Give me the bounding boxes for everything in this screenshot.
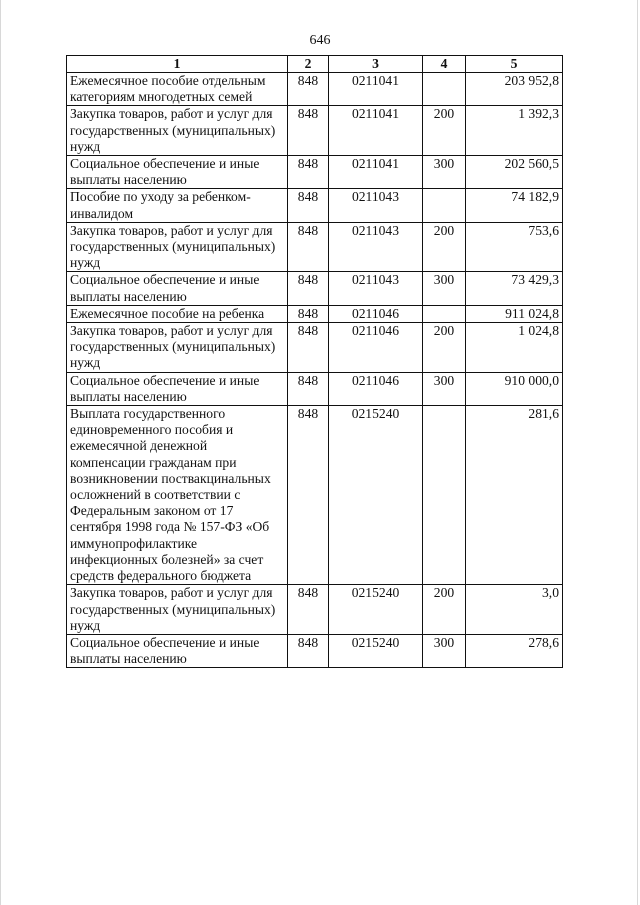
row-vr-cell [423, 189, 466, 222]
row-csr-cell: 0211041 [329, 156, 423, 189]
page-number: 646 [309, 33, 331, 48]
row-name-cell: Социальное обеспечение и иные выплаты населению [67, 156, 288, 189]
table-row [67, 585, 563, 635]
row-ved-cell: 848 [288, 156, 329, 189]
row-csr-cell: 0215240 [329, 585, 423, 635]
row-sum-cell: 1 024,8 [466, 323, 563, 373]
row-sum-cell: 202 560,5 [466, 156, 563, 189]
row-ved-cell: 848 [288, 73, 329, 106]
row-csr-cell: 0211043 [329, 272, 423, 305]
row-sum-cell: 203 952,8 [466, 73, 563, 106]
row-name-cell: Ежемесячное пособие отдельным категориям многодетных семей [67, 73, 288, 106]
row-ved-cell: 848 [288, 106, 329, 156]
table-row [67, 106, 563, 156]
table-row [67, 372, 563, 405]
header-col-4: 4 [423, 56, 466, 73]
table-body [67, 73, 563, 668]
row-name-cell: Закупка товаров, работ и услуг для государственных (муниципальных) нужд [67, 585, 288, 635]
row-ved-cell: 848 [288, 372, 329, 405]
row-ved-cell: 848 [288, 406, 329, 585]
row-csr-cell: 0211043 [329, 222, 423, 272]
row-vr-cell: 300 [423, 156, 466, 189]
table-row [67, 323, 563, 373]
row-name-cell: Выплата государственного единовременного пособия и ежемесячной денежной компенсации гражданам при возникновении поствакцинальных осложнений в соответствии с Федеральным законом от 17 сентября 1998 года № 157-ФЗ «Об иммунопрофилактике инфекционных болезней» за счет средств федерального бюджета [67, 406, 288, 585]
row-name-cell: Социальное обеспечение и иные выплаты населению [67, 634, 288, 667]
row-sum-cell: 3,0 [466, 585, 563, 635]
scan-edge-left [0, 0, 1, 905]
row-ved-cell: 848 [288, 634, 329, 667]
row-vr-cell: 300 [423, 634, 466, 667]
row-sum-cell: 910 000,0 [466, 372, 563, 405]
header-col-5: 5 [466, 56, 563, 73]
row-name-cell: Социальное обеспечение и иные выплаты населению [67, 272, 288, 305]
table-row [67, 634, 563, 667]
row-sum-cell: 74 182,9 [466, 189, 563, 222]
budget-table [66, 55, 563, 668]
row-ved-cell: 848 [288, 585, 329, 635]
scan-edge-right [637, 0, 638, 905]
row-sum-cell: 911 024,8 [466, 305, 563, 322]
row-csr-cell: 0211046 [329, 305, 423, 322]
row-csr-cell: 0211046 [329, 323, 423, 373]
row-vr-cell: 200 [423, 222, 466, 272]
row-vr-cell [423, 305, 466, 322]
row-csr-cell: 0211043 [329, 189, 423, 222]
row-vr-cell: 300 [423, 372, 466, 405]
row-vr-cell [423, 406, 466, 585]
row-vr-cell: 200 [423, 323, 466, 373]
row-name-cell: Пособие по уходу за ребенком-инвалидом [67, 189, 288, 222]
header-col-1: 1 [67, 56, 288, 73]
row-name-cell: Ежемесячное пособие на ребенка [67, 305, 288, 322]
header-col-3: 3 [329, 56, 423, 73]
table-row [67, 189, 563, 222]
table-header-row [67, 56, 563, 73]
row-csr-cell: 0215240 [329, 634, 423, 667]
row-name-cell: Социальное обеспечение и иные выплаты населению [67, 372, 288, 405]
header-col-2: 2 [288, 56, 329, 73]
row-ved-cell: 848 [288, 189, 329, 222]
row-ved-cell: 848 [288, 222, 329, 272]
table-row [67, 73, 563, 106]
row-ved-cell: 848 [288, 272, 329, 305]
table-row [67, 305, 563, 322]
row-vr-cell [423, 73, 466, 106]
table-row [67, 272, 563, 305]
row-ved-cell: 848 [288, 323, 329, 373]
row-vr-cell: 200 [423, 106, 466, 156]
table-row [67, 222, 563, 272]
row-name-cell: Закупка товаров, работ и услуг для государственных (муниципальных) нужд [67, 323, 288, 373]
table-row [67, 406, 563, 585]
row-csr-cell: 0215240 [329, 406, 423, 585]
row-csr-cell: 0211041 [329, 73, 423, 106]
row-sum-cell: 753,6 [466, 222, 563, 272]
row-sum-cell: 73 429,3 [466, 272, 563, 305]
row-vr-cell: 300 [423, 272, 466, 305]
row-sum-cell: 278,6 [466, 634, 563, 667]
table-row [67, 156, 563, 189]
row-name-cell: Закупка товаров, работ и услуг для государственных (муниципальных) нужд [67, 222, 288, 272]
row-csr-cell: 0211046 [329, 372, 423, 405]
row-sum-cell: 1 392,3 [466, 106, 563, 156]
row-sum-cell: 281,6 [466, 406, 563, 585]
row-csr-cell: 0211041 [329, 106, 423, 156]
row-ved-cell: 848 [288, 305, 329, 322]
row-vr-cell: 200 [423, 585, 466, 635]
row-name-cell: Закупка товаров, работ и услуг для государственных (муниципальных) нужд [67, 106, 288, 156]
